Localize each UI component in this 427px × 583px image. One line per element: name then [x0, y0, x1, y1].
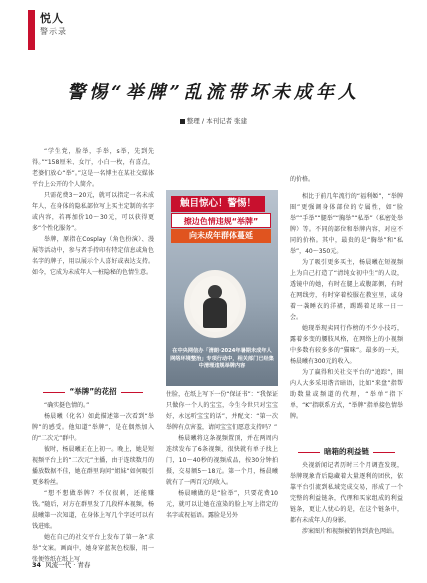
- paragraph: “想不想做举牌？不仅很刺，还能赚钱。”随后，对方在群里发了几段样本视频，杨晨曦第一次知道，在身体上写几个字还可以有钱进账。: [32, 490, 154, 530]
- photo-banner-1: 触目惊心！警惕！: [171, 196, 265, 212]
- paragraph: 她在自己的社交平台上发布了第一条“求举”文案。画面中，她身穿蓝灰色校服，用一张便签纸在纸上写: [32, 534, 154, 563]
- paragraph: “确实挺色情的。”: [44, 402, 90, 409]
- paragraph: 相比于前几年流行的“福利姬”，“举牌圈”更强调身体部位的专属性，如“脸举”“手举”“腿举”“胸举”“私举”（私密处举牌）等。不同的部位和举牌内容，对应不同的价格。其中，最贵的是“胸举”和“私举”，40～350元。: [290, 193, 403, 255]
- page-footer: [32, 560, 90, 569]
- paragraph: 涉案图片和视频被销售到黄色网站。: [302, 528, 399, 535]
- column-3-lower: [290, 460, 403, 537]
- photo-figure-body: [203, 298, 227, 328]
- page-number: 34: [32, 561, 42, 569]
- paragraph: 为了吸引更多买主，杨晨曦在短视频上为自己打造了“清纯女初中生”的人设，透镜中的她，有时在腿上或腹部侧，有时在网线旁，有时穿着校服在教室里，或身着一袭睡衣的洋裙，踢踢着足球一日一会。: [290, 259, 403, 321]
- paragraph: 举牌，原指在Cosplay（角色扮演）、漫展等活动中，参与者手持印有特定信息或角色名字的牌子，用以展示个人喜好或表达支持。如今，它成为未成年人一桩隐秘的色情生意。: [32, 236, 154, 276]
- paragraph: 只需花费3～20元，就可以指定一名未成年人，在身体的隐私部位写上买主定制的名字或内容，若再加价10～30元，可以获得更多“个性化服务”。: [32, 192, 154, 232]
- subheading-1-text: “举牌”的花招: [69, 387, 117, 396]
- paragraph: 住脸，在纸上写下一份“保证书”：“我保证只做你一个人的宝宝，今生今世只对宝宝好，永远听宝宝的话”，并配文：“第一次举牌有点害羞，请问宝宝们愿意支持吗？”: [166, 391, 278, 431]
- column-3: [290, 191, 403, 422]
- section-title: 悦人: [40, 12, 64, 25]
- column-2: [166, 389, 278, 521]
- paragraph: 为了赢得和关社交平台的“追踪”，圈内人大多采用谐音暗语，比如“来盘”指帮助数量或频道的代理，“举单”指下单，“K”指联系方式，“举牌”指单接色情举牌。: [290, 369, 403, 420]
- byline: [0, 116, 427, 125]
- section-marker: [28, 10, 35, 50]
- paragraph: 彼时，杨晨曦正在上初一。晚上，她是短视频平台上的“二次元”主播，由于连续数月的播放数据不佳，她在群里询问“姐妹”如何吸引更多粉丝。: [32, 446, 154, 486]
- column-3-continued: 的价格。: [290, 176, 315, 183]
- paragraph: 杨晨曦将这条视频置顶，并在两周内连续发布了6条视频，很快就有单子找上门，10～40秒的视频成品，按30分钟拍摄，交易额5～18元。第一个月，杨晨曦就有了一两百元的收入。: [166, 435, 278, 486]
- article-headline: 警惕“举牌”乱流带坏未成年人: [67, 82, 360, 103]
- paragraph: 杨晨曦（化名）如此描述第一次看到“举牌”的感受。他知道“举牌”，是在偶然加入的“二次元”群中。: [32, 413, 154, 442]
- section-subtitle: 警示录: [40, 27, 67, 36]
- paragraph: “学生党，脸举，手举，s举，先到先得。”“158厘米、女厅，小白一枚，有喜点，老婆们放心“举”。”这是一名博主在某社交媒体平台上公开的个人简介。: [32, 148, 154, 188]
- magazine-name: 风流一代 · 青春: [45, 561, 91, 569]
- photo-banner-2: 擦边色情违规“举牌”: [171, 213, 271, 228]
- paragraph: 杨晨曦做的是“脸举”，只要花费10元，就可以让她在渲染的脸上写上指定的名字或祝福语。露脸是另外: [166, 490, 278, 519]
- byline-text: 整理 / 本刊记者 张建: [186, 117, 248, 125]
- photo-caption: 在中央网信办「清朗·2024年暑期未成年人网络环境整治」专项行动中，相关部门已经集中清理违规举牌内容: [170, 348, 274, 369]
- paragraph: 她现举现卖同行作榜的不少小技巧，露着多变的腰肢风格，在网络上的小视频中多数有较多多的“猫咪”。最多的一天，杨晨曦有300元的收入。: [290, 325, 403, 365]
- photo-banner-3: 向未成年群体蔓延: [171, 229, 271, 243]
- subheading-2: [290, 446, 403, 457]
- paragraph: 央视新闻记者历时三个月调查发现，举牌现象背后隐藏着大量逐利的团伙，依靠平台引流到私域完成交易，形成了一个完整的利益链条，代理和买家组成的利益链条，更让人忧心的是，在这个链条中，都有未成年人的身影。: [290, 462, 403, 524]
- column-1: [32, 146, 154, 278]
- column-1-lower: [32, 400, 154, 565]
- subheading-1: [32, 386, 154, 397]
- photo-figure-head: [208, 285, 222, 299]
- subheading-2-text: 暗箱的利益链: [324, 447, 369, 456]
